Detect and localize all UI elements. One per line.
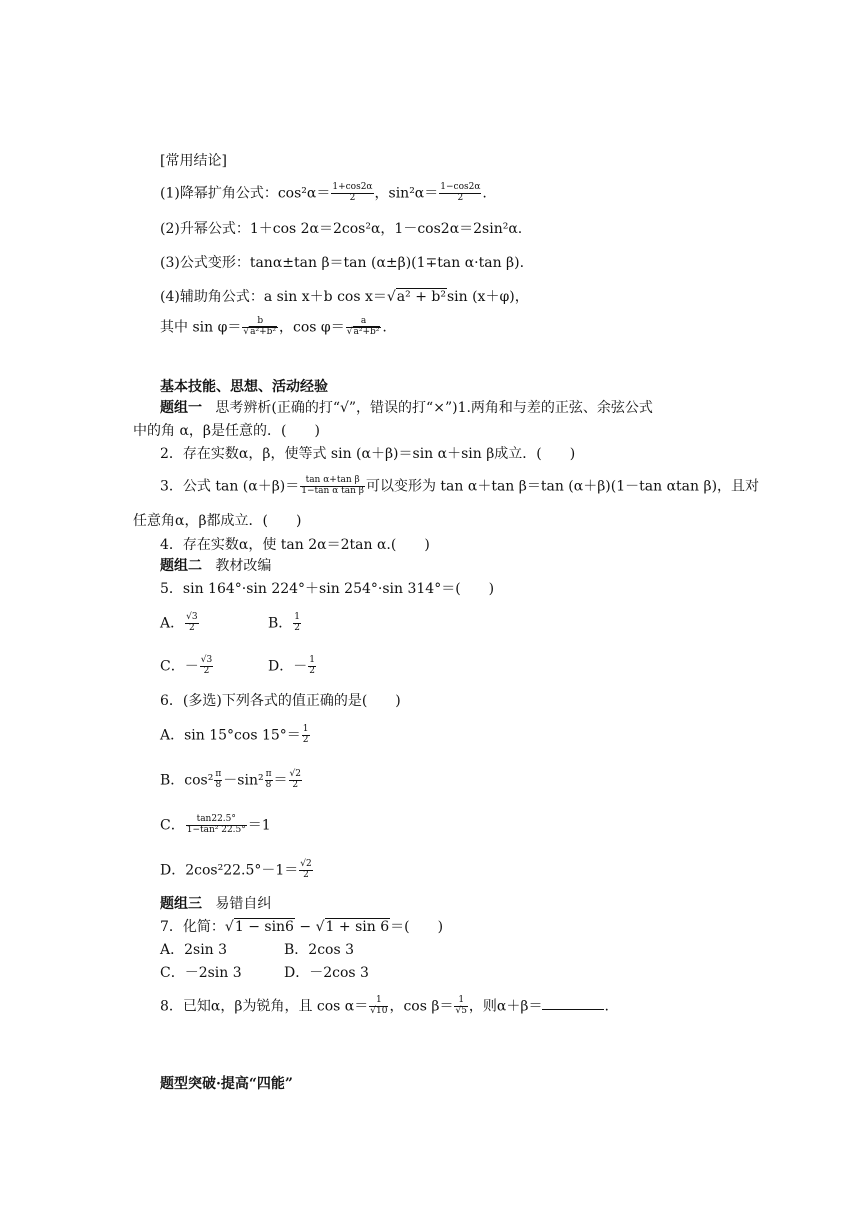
fraction: $\frac{\pi}{8}$ <box>215 769 222 790</box>
formula-4: (4)辅助角公式：a sin x＋b cos x＝√a² + b²sin (x＋φ)， <box>160 289 529 305</box>
fraction: $\frac{1}{2}$ <box>309 655 315 676</box>
question-3-cont: 任意角α，β都成立．( ) <box>133 513 302 529</box>
question-4: 4．存在实数α，使 tan 2α＝2tan α.( ) <box>160 537 430 553</box>
fraction: $\frac{√3}{2}$ <box>186 612 198 633</box>
sqrt-symbol: √ <box>315 919 325 935</box>
question-6: 6．(多选)下列各式的值正确的是( ) <box>160 693 401 709</box>
q7-option-d: D．－2cos 3 <box>284 965 369 981</box>
question-3: 3．公式 tan (α＋β)＝ $\frac{\text{tan α+tan β}}{\text{1−tan α tan β}}$ 可以变形为 tan α＋tan β＝tan (α＋β)(1－tan αtan β)，且对 <box>160 475 760 496</box>
fraction: $\frac{1}{√5}$ <box>455 995 467 1016</box>
q6-option-c: C． $\frac{\tan 22.5^\circ}{\text{1−tan² 22.5°}}$ ＝1 <box>160 814 271 835</box>
conclusion-heading: [常用结论] <box>160 153 227 169</box>
q7-option-a: A．2sin 3 <box>160 942 228 958</box>
q6-option-d: D．2cos²22.5°－1＝ $\frac{√2}{2}$ <box>160 859 312 880</box>
group2-line: 题组二 教材改编 <box>160 558 272 574</box>
q6-option-b: B．cos² $\frac{\pi}{8}$ －sin² $\frac{\pi}{8}$ ＝ $\frac{√2}{2}$ <box>160 769 301 790</box>
fraction: $\frac{b}{\text{√a²+b²}}$ <box>243 316 277 337</box>
fraction: $\frac{1+\cos 2\alpha}{2}$ <box>332 182 373 203</box>
next-section-heading: 题型突破·提高“四能” <box>160 1076 293 1092</box>
fraction: $\frac{\tan 22.5^\circ}{\text{1−tan² 22.5°}}$ <box>186 814 246 835</box>
q5-option-c: C．－ $\frac{√3}{2}$ <box>160 655 213 676</box>
q7-option-b: B．2cos 3 <box>284 942 355 958</box>
group1-line: 题组一 思考辨析(正确的打“√”，错误的打“×”)1.两角和与差的正弦、余弦公式 <box>160 400 653 416</box>
question-1-cont: 中的角 α，β是任意的．( ) <box>133 423 320 439</box>
q5-option-d: D．－ $\frac{1}{2}$ <box>268 655 315 676</box>
sqrt-symbol: √ <box>224 919 234 935</box>
q6-option-a: A．sin 15°cos 15°＝ $\frac{1}{2}$ <box>160 724 309 745</box>
fraction: $\frac{1}{2}$ <box>302 724 309 745</box>
fraction: $\frac{√2}{2}$ <box>300 859 312 880</box>
question-5: 5．sin 164°·sin 224°＋sin 254°·sin 314°＝( ) <box>160 581 495 597</box>
fraction: $\frac{\text{tan α+tan β}}{\text{1−tan α tan β}}$ <box>301 475 364 496</box>
fraction: $\frac{\pi}{8}$ <box>265 769 272 790</box>
answer-blank <box>542 997 604 1010</box>
formula-2: (2)升幂公式：1＋cos 2α＝2cos²α，1－cos2α＝2sin²α. <box>160 221 523 237</box>
question-2: 2．存在实数α，β，使等式 sin (α＋β)＝sin α＋sin β成立．( ) <box>160 446 576 462</box>
group3-line: 题组三 易错自纠 <box>160 896 272 912</box>
fraction: $\frac{√2}{2}$ <box>289 769 301 790</box>
sqrt-symbol: √ <box>386 289 396 305</box>
fraction: $\frac{√3}{2}$ <box>200 655 213 676</box>
fraction: $\frac{1-\cos 2\alpha}{2}$ <box>440 182 481 203</box>
formula-5: 其中 sin φ＝ $\frac{b}{\text{√a²+b²}}$ ，cos φ＝ $\frac{a}{\text{√a²+b²}}$ . <box>160 316 387 337</box>
fraction: $\frac{1}{√10}$ <box>370 995 388 1016</box>
formula-3: (3)公式变形：tanα±tan β＝tan (α±β)(1∓tan α·tan β). <box>160 255 525 271</box>
q7-option-c: C．－2sin 3 <box>160 965 242 981</box>
question-7: 7．化简：√1 − sin6 − √1 + sin 6＝( ) <box>160 919 444 935</box>
fraction: $\frac{1}{2}$ <box>294 612 301 633</box>
q5-option-a: A． $\frac{√3}{2}$ <box>160 612 198 633</box>
question-8: 8．已知α，β为锐角，且 cos α＝ $\frac{1}{√10}$ ，cos β＝ $\frac{1}{√5}$ ，则α＋β＝ . <box>160 995 609 1016</box>
q5-option-b: B． $\frac{1}{2}$ <box>268 612 301 633</box>
skills-heading: 基本技能、思想、活动经验 <box>160 379 328 395</box>
fraction: $\frac{a}{\text{√a²+b²}}$ <box>346 316 380 337</box>
formula-1: (1)降幂扩角公式：cos²α＝ $\frac{1+\cos 2\alpha}{2}$ ，sin²α＝ $\frac{1-\cos 2\alpha}{2}$ . <box>160 182 487 203</box>
